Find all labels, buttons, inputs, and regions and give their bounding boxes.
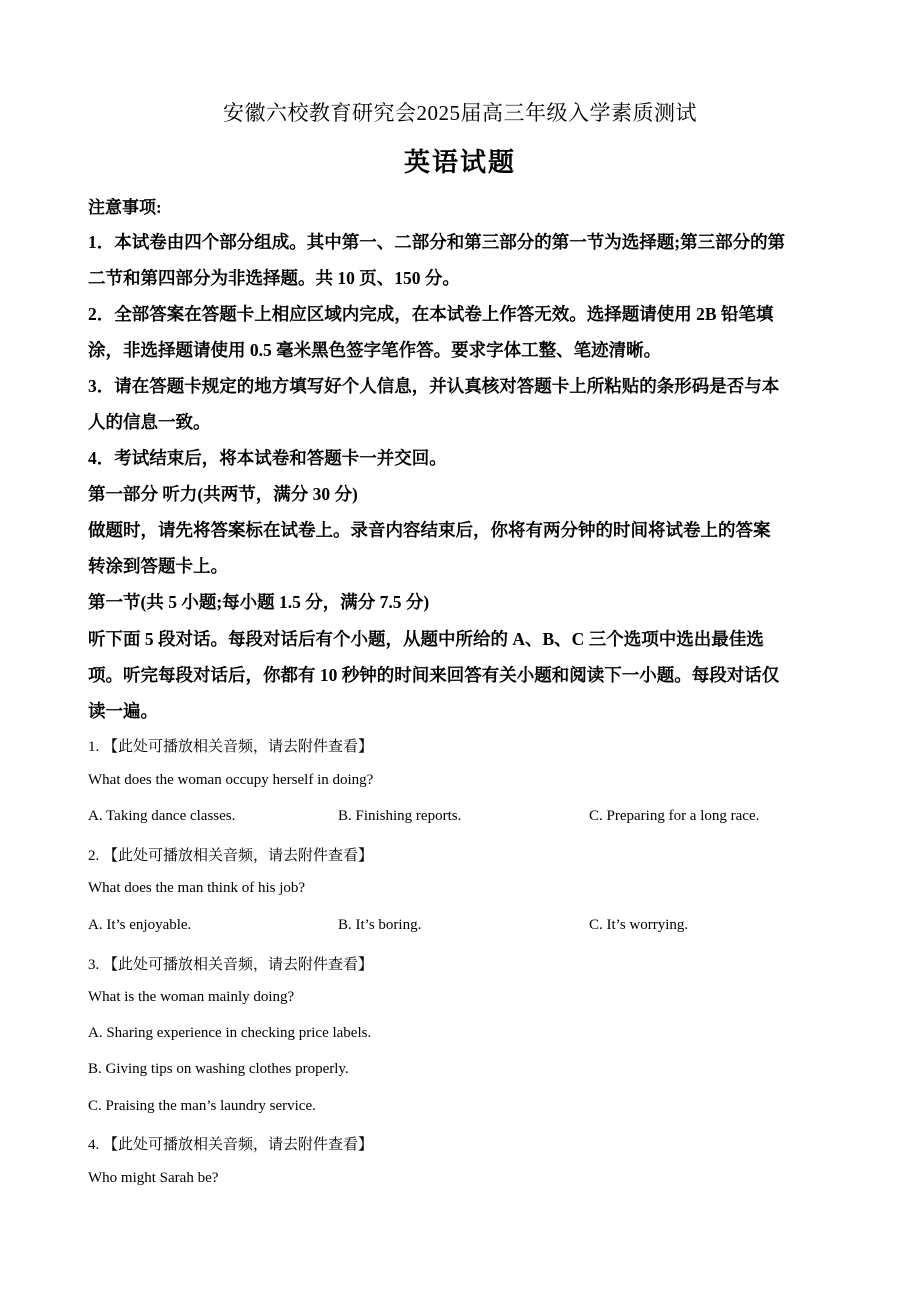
notice-line: 3．请在答题卡规定的地方填写好个人信息，并认真核对答题卡上所粘贴的条形码是否与本	[88, 376, 780, 396]
question-3-option-a: A. Sharing experience in checking price labels.	[88, 1025, 372, 1041]
question-3-stem: What is the woman mainly doing?	[88, 989, 295, 1005]
section1-heading: 第一节(共 5 小题;每小题 1.5 分，满分 7.5 分)	[88, 592, 430, 612]
subject-title: 英语试题	[403, 148, 516, 177]
question-3-option-c: C. Praising the man’s laundry service.	[88, 1098, 316, 1114]
notice-line: 二节和第四部分为非选择题。共 10 页、150 分。	[88, 268, 460, 288]
notice-line: 4．考试结束后，将本试卷和答题卡一并交回。	[88, 448, 447, 468]
part1-intro-line: 做题时，请先将答案标在试卷上。录音内容结束后，你将有两分钟的时间将试卷上的答案	[88, 520, 771, 540]
part1-intro-line: 转涂到答题卡上。	[88, 556, 228, 576]
question-2-option-a: A. It’s enjoyable.	[88, 917, 192, 933]
question-3-option-b: B. Giving tips on washing clothes properly.	[88, 1061, 349, 1077]
notice-line: 涂，非选择题请使用 0.5 毫米黑色签字笔作答。要求字体工整、笔迹清晰。	[88, 340, 662, 360]
question-2-audio-link[interactable]: 2. 【此处可播放相关音频，请去附件查看】	[88, 848, 374, 864]
question-4-audio-link[interactable]: 4. 【此处可播放相关音频，请去附件查看】	[88, 1137, 374, 1153]
question-4-stem: Who might Sarah be?	[88, 1170, 219, 1186]
exam-title: 安徽六校教育研究会2025届高三年级入学素质测试	[223, 101, 697, 125]
question-2-option-b: B. It’s boring.	[338, 917, 422, 933]
section1-line: 听下面 5 段对话。每段对话后有个小题，从题中所给的 A、B、C 三个选项中选出最佳选	[88, 629, 764, 649]
notice-label: 注意事项:	[88, 198, 162, 217]
question-2-stem: What does the man think of his job?	[88, 880, 306, 896]
section1-line: 项。听完每段对话后，你都有 10 秒钟的时间来回答有关小题和阅读下一小题。每段对话仅	[88, 665, 780, 685]
question-1-audio-link[interactable]: 1. 【此处可播放相关音频，请去附件查看】	[88, 739, 374, 755]
question-3-audio-link[interactable]: 3. 【此处可播放相关音频，请去附件查看】	[88, 957, 374, 973]
section1-line: 读一遍。	[88, 701, 158, 721]
question-1-option-c: C. Preparing for a long race.	[589, 808, 760, 824]
question-2-option-c: C. It’s worrying.	[589, 917, 689, 933]
notice-line: 人的信息一致。	[88, 412, 211, 432]
question-1-option-a: A. Taking dance classes.	[88, 808, 236, 824]
notice-line: 2．全部答案在答题卡上相应区域内完成，在本试卷上作答无效。选择题请使用 2B 铅笔填	[88, 304, 774, 324]
notice-line: 1．本试卷由四个部分组成。其中第一、二部分和第三部分的第一节为选择题;第三部分的第	[88, 232, 786, 252]
question-1-option-b: B. Finishing reports.	[338, 808, 462, 824]
question-1-stem: What does the woman occupy herself in doing?	[88, 772, 374, 788]
part1-heading: 第一部分 听力(共两节，满分 30 分)	[88, 484, 358, 504]
